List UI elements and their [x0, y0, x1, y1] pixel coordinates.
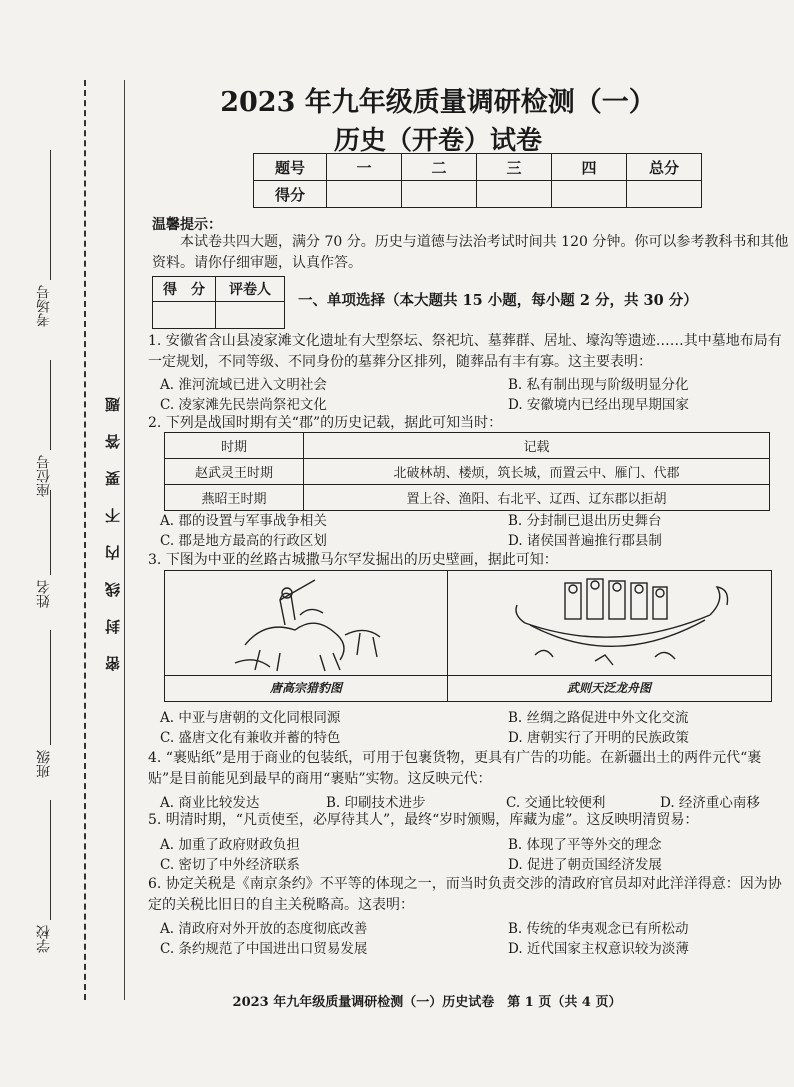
- score-header-cell: 三: [477, 154, 552, 181]
- score-cell[interactable]: [627, 181, 702, 208]
- hunting-mural-image: [225, 575, 395, 675]
- school-blank: [50, 800, 51, 920]
- question-5-stem: 5. 明清时期，“凡贡使至，必厚待其人”，最终“岁时颁赐，库藏为虚”。这反映明清贸易：: [148, 812, 699, 828]
- option-c[interactable]: C. 密切了中外经济联系: [160, 857, 300, 873]
- option-b[interactable]: B. 传统的华夷观念已有所松动: [508, 921, 689, 937]
- score-cell[interactable]: [402, 181, 477, 208]
- class-blank: [50, 630, 51, 745]
- option-b[interactable]: B. 私有制出现与阶级明显分化: [508, 377, 689, 393]
- question-2-table: [164, 432, 770, 511]
- tips-text: 本试卷共四大题，满分 70 分。历史与道德与法治考试时间共 120 分钟。你可以参考教科书和其他资料。请你仔细审题，认真作答。: [152, 234, 789, 271]
- table-cell: 北破林胡、楼烦，筑长城，而置云中、雁门、代郡: [304, 459, 770, 485]
- score-cell[interactable]: [477, 181, 552, 208]
- class-label: 班级: [36, 750, 52, 778]
- table-cell: 赵武灵王时期: [165, 459, 304, 485]
- score-table: [253, 153, 702, 208]
- option-a[interactable]: A. 加重了政府财政负担: [160, 837, 300, 853]
- seat-number-blank: [50, 360, 51, 450]
- score-cell[interactable]: [327, 181, 402, 208]
- seal-line: [124, 80, 125, 1000]
- option-b[interactable]: B. 分封制已退出历史舞台: [508, 513, 662, 529]
- option-b[interactable]: B. 丝绸之路促进中外文化交流: [508, 710, 689, 726]
- option-c[interactable]: C. 郡是地方最高的行政区划: [160, 533, 327, 549]
- seal-warning: 密封线内不要答题: [104, 375, 122, 671]
- mural-caption-line: [165, 675, 771, 676]
- name-label: 姓名: [36, 580, 52, 608]
- mural-caption-right: 武则天泛龙舟图: [566, 681, 651, 695]
- question-6-stem: 6. 协定关税是《南京条约》不平等的体现之一，而当时负责交涉的清政府官员却对此洋洋得意：因为协定的关税比旧日的自主关税略高。这表明：: [148, 876, 782, 913]
- mural-caption-left: 唐高宗猎豹图: [269, 681, 342, 695]
- room-number-blank: [50, 150, 51, 280]
- grader-table: [152, 276, 285, 329]
- option-c[interactable]: C. 条约规范了中国进出口贸易发展: [160, 941, 368, 957]
- name-blank: [50, 490, 51, 575]
- option-d[interactable]: D. 经济重心南移: [660, 795, 760, 811]
- option-c[interactable]: C. 交通比较便利: [506, 795, 606, 811]
- score-header-cell: 一: [327, 154, 402, 181]
- option-c[interactable]: C. 盛唐文化有兼收并蓄的特色: [160, 730, 341, 746]
- tips-title: 温馨提示：: [152, 217, 222, 233]
- option-a[interactable]: A. 淮河流域已进入文明社会: [160, 377, 327, 393]
- option-a[interactable]: A. 商业比较发达: [160, 795, 260, 811]
- option-a[interactable]: A. 郡的设置与军事战争相关: [160, 513, 327, 529]
- table-cell: 置上谷、渔阳、右北平、辽西、辽东郡以拒胡: [304, 485, 770, 511]
- option-d[interactable]: D. 促进了朝贡国经济发展: [508, 857, 662, 873]
- grader-name-cell[interactable]: [216, 302, 285, 329]
- question-4-stem: 4. “裹贴纸”是用于商业的包装纸，可用于包裹货物，更具有广告的功能。在新疆出土的两件元代“裹贴”是目前能见到最早的商用“裹贴”实物。这反映元代：: [148, 750, 762, 787]
- question-3-stem: 3. 下图为中亚的丝路古城撒马尔罕发掘出的历史壁画，据此可知：: [148, 552, 558, 568]
- score-header-cell: 二: [402, 154, 477, 181]
- seat-number-label: 座位号: [36, 455, 52, 497]
- grader-score-label: 得 分: [153, 277, 216, 302]
- question-2-stem: 2. 下列是战国时期有关“郡”的历史记载，据此可知当时：: [148, 415, 503, 431]
- table-cell: 燕昭王时期: [165, 485, 304, 511]
- dashed-cut-line: [84, 80, 86, 1000]
- option-d[interactable]: D. 近代国家主权意识较为淡薄: [508, 941, 689, 957]
- score-cell[interactable]: [552, 181, 627, 208]
- option-b[interactable]: B. 印刷技术进步: [326, 795, 426, 811]
- page-footer: 2023 年九年级质量调研检测（一）历史试卷 第 1 页（共 4 页）: [232, 995, 622, 1010]
- option-c[interactable]: C. 凌家滩先民崇尚祭祀文化: [160, 397, 327, 413]
- exam-subtitle: 历史（开卷）试卷: [333, 126, 542, 156]
- option-a[interactable]: A. 清政府对外开放的态度彻底改善: [160, 921, 368, 937]
- dragon-boat-mural-image: [495, 575, 735, 675]
- option-a[interactable]: A. 中亚与唐朝的文化同根同源: [160, 710, 341, 726]
- mural-figure: [164, 570, 772, 702]
- binding-strip: [0, 60, 140, 1020]
- option-d[interactable]: D. 安徽境内已经出现早期国家: [508, 397, 689, 413]
- school-label: 学校: [36, 925, 52, 953]
- score-row-label: 得分: [254, 181, 327, 208]
- grader-score-cell[interactable]: [153, 302, 216, 329]
- question-1-stem: 1. 安徽省含山县凌家滩文化遗址有大型祭坛、祭祀坑、墓葬群、居址、壕沟等遗迹……其中墓地布局有一定规划，不同等级、不同身份的墓葬分区排列，随葬品有丰有寡。这主要表明：: [148, 333, 782, 370]
- score-header-cell: 四: [552, 154, 627, 181]
- section-heading: 一、单项选择（本大题共 15 小题，每小题 2 分，共 30 分）: [298, 292, 698, 309]
- grader-name-label: 评卷人: [216, 277, 285, 302]
- exam-title: 2023 年九年级质量调研检测（一）: [220, 87, 656, 118]
- option-b[interactable]: B. 体现了平等外交的理念: [508, 837, 662, 853]
- score-header-cell: 总分: [627, 154, 702, 181]
- option-d[interactable]: D. 诸侯国普遍推行郡县制: [508, 533, 662, 549]
- room-number-label: 考场号: [36, 285, 52, 327]
- table-header-cell: 时期: [165, 433, 304, 459]
- score-header-cell: 题号: [254, 154, 327, 181]
- table-header-cell: 记载: [304, 433, 770, 459]
- option-d[interactable]: D. 唐朝实行了开明的民族政策: [508, 730, 689, 746]
